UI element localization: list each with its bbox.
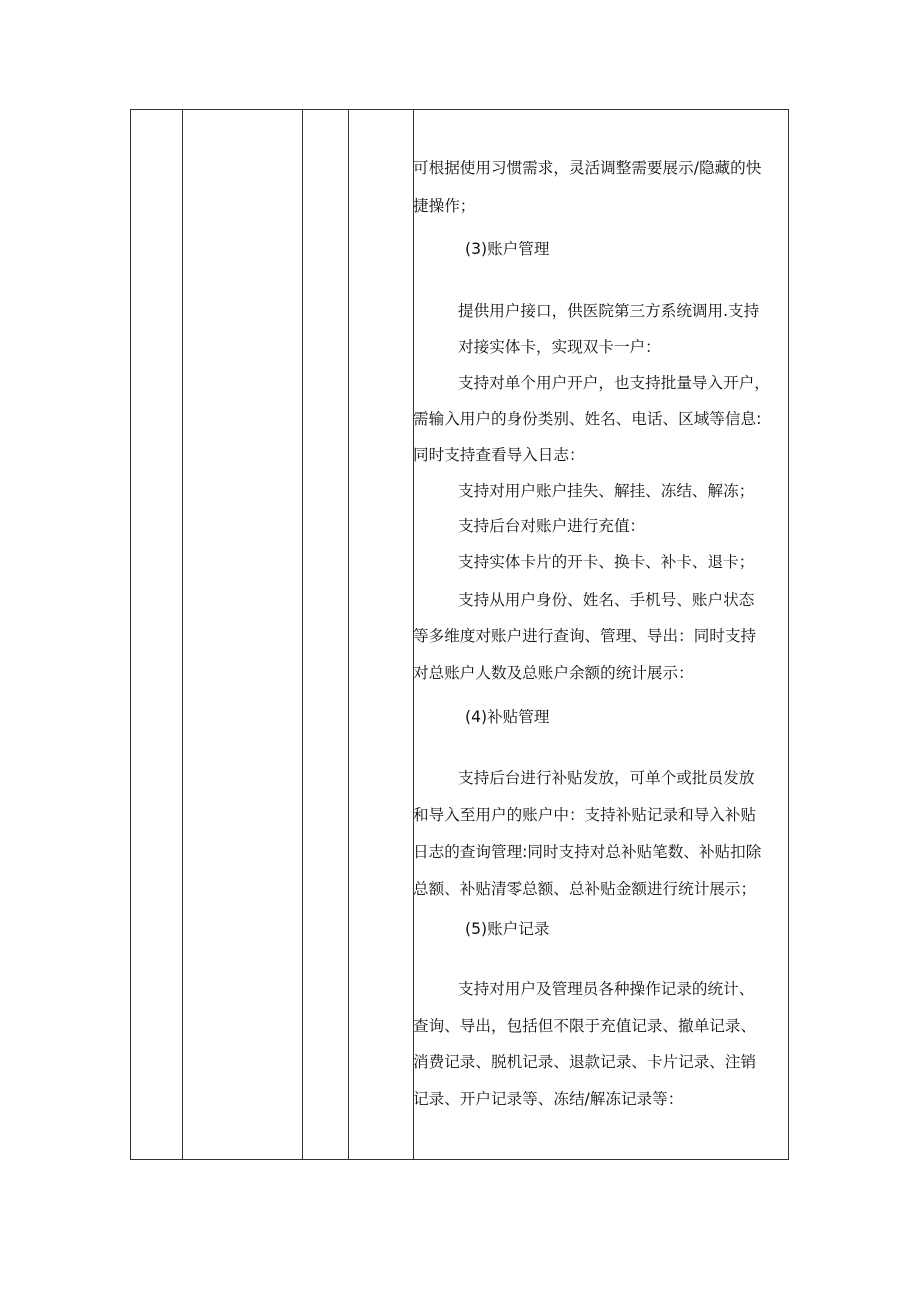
text-line: 总额、补贴清零总额、总补贴金额进行统计展示； <box>413 880 757 898</box>
text-line: 同时支持查看导入日志： <box>413 446 585 464</box>
text-line: 提供用户接口，供医院第三方系统调用.支持 <box>458 302 760 320</box>
text-line: 支持对用户及管理员各种操作记录的统计、 <box>458 980 755 998</box>
text-line: 支持后台进行补贴发放，可单个或批员发放 <box>458 769 755 787</box>
text-line: 可根据使用习惯需求，灵活调整需要展示/隐藏的快 <box>413 159 762 177</box>
description-cell <box>413 110 788 1159</box>
text-line: 支持对单个用户开户，也支持批量导入开户， <box>458 374 770 392</box>
text-line: 和导入至用户的账户中：支持补贴记录和导入补贴 <box>413 806 757 824</box>
content-table <box>130 109 789 1160</box>
text-line: 捷操作； <box>413 197 476 215</box>
section-heading: (4)补贴管理 <box>465 708 550 726</box>
text-line: 对总账户人数及总账户余额的统计展示： <box>413 664 694 682</box>
text-line: 需输入用户的身份类别、姓名、电话、区域等信息: <box>413 410 762 428</box>
column-divider <box>182 110 183 1159</box>
text-line: 支持对用户账户挂失、解挂、冻结、解冻； <box>458 482 755 500</box>
text-line: 支持从用户身份、姓名、手机号、账户状态 <box>458 591 755 609</box>
text-line: 等多维度对账户进行查询、管理、导出：同时支持 <box>413 627 757 645</box>
column-divider <box>302 110 303 1159</box>
section-heading: (5)账户记录 <box>465 920 550 938</box>
text-line: 查询、导出，包括但不限于充值记录、撤单记录、 <box>413 1017 757 1035</box>
text-line: 支持后台对账户进行充值： <box>458 517 646 535</box>
text-line: 记录、开户记录等、冻结/解冻记录等： <box>413 1090 684 1108</box>
section-heading: (3)账户管理 <box>465 240 550 258</box>
text-line: 日志的查询管理:同时支持对总补贴笔数、补贴扣除 <box>413 843 762 861</box>
text-line: 支持实体卡片的开卡、换卡、补卡、退卡； <box>458 553 755 571</box>
column-divider <box>348 110 349 1159</box>
text-line: 对接实体卡，实现双卡一户： <box>458 338 661 356</box>
text-line: 消费记录、脱机记录、退款记录、卡片记录、注销 <box>413 1053 757 1071</box>
